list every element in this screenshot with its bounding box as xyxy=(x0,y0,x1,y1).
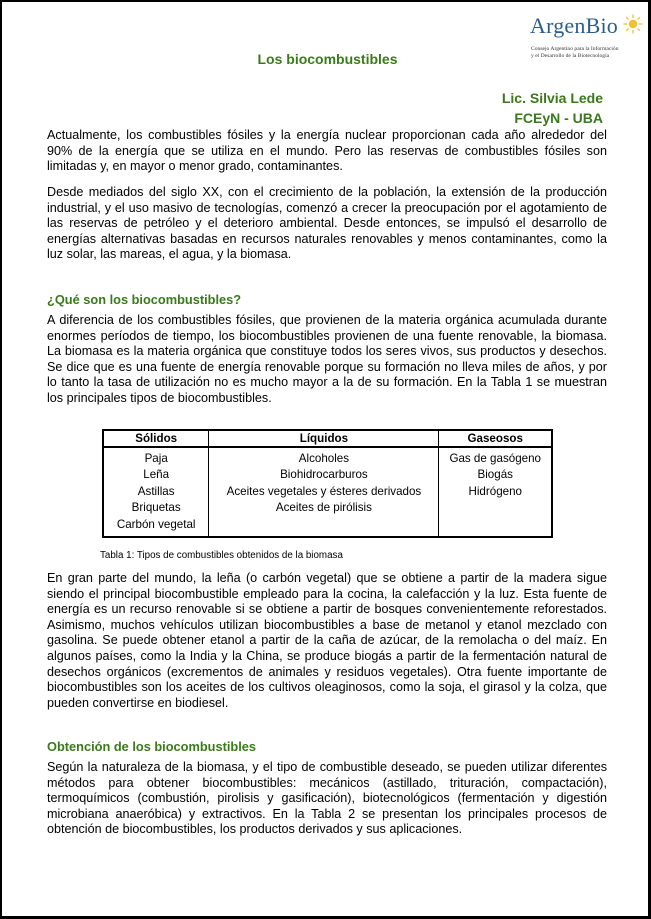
intro-paragraph-1: Actualmente, los combustibles fósiles y la energía nuclear proporcionan cada año alrededor del 90% de la energía que se utiliza en el mundo. Pero las reservas de combustibles fósiles son limitadas y, en mayor o menor grado, contaminantes. xyxy=(47,128,607,174)
table-item: Alcoholes xyxy=(298,452,350,465)
table-item: Leña xyxy=(143,468,170,482)
table-header-row xyxy=(103,430,552,447)
table-item: Paja xyxy=(144,452,168,465)
table-cell-solidos xyxy=(103,447,209,537)
table-cell-liquidos xyxy=(209,447,439,537)
section1-paragraph: A diferencia de los combustibles fósiles, que provienen de la materia orgánica acumulada durante enormes períodos de tiempo, los biocombustibles provienen de una fuente renovable, la biomasa. La biomasa es la materia orgánica que constituye todos los seres vivos, sus productos y desechos. Se dice que es una fuente de energía renovable porque su formación no lleva miles de años, y por lo tanto la tasa de utilización no es mucho mayor a la de su formación. En la Tabla 1 se muestran los principales tipos de biocombustibles. xyxy=(47,313,607,405)
section1-continuation-paragraph: En gran parte del mundo, la leña (o carbón vegetal) que se obtiene a partir de la madera sigue siendo el principal biocombustible empleado para la cocina, la calefacción y la luz. Esta fuente de energía es un recurso renovable si se obtiene a partir de bosques convenientemente reforestados. Asimismo, muchos vehículos utilizan biocombustibles a base de metanol y etanol mezclado con gasolina. Se puede obtener etanol a partir de la caña de azúcar, de la remolacha o del maíz. En algunos países, como la India y la China, se produce biogás a partir de la fermentación natural de desechos orgánicos (excrementos de animales y residuos vegetales). Otra fuente importante de biocombustibles son los aceites de los cultivos oleaginosos, como la soja, el girasol y la colza, que pueden convertirse en biodiesel. xyxy=(47,571,607,710)
section2-paragraph: Según la naturaleza de la biomasa, y el tipo de combustible deseado, se pueden utilizar diferentes métodos para obtener biocombustibles: mecánicos (astillado, trituración, compactación), termoquímicos (combustión, pirolisis y gasificación), biotecnológicos (fermentación y digestión microbiana anaeróbica) y extractivos. En la Tabla 2 se presentan los principales procesos de obtención de biocombustibles, los productos derivados y sus aplicaciones. xyxy=(47,760,607,837)
document-title: Los biocombustibles xyxy=(257,51,398,67)
biofuel-types-table xyxy=(102,429,553,538)
table-header-gaseosos: Gaseosos xyxy=(439,430,552,447)
table-caption: Tabla 1: Tipos de combustibles obtenidos de la biomasa xyxy=(100,550,343,561)
sun-icon xyxy=(623,14,643,34)
table-item: Aceites vegetales y ésteres derivados xyxy=(226,484,422,498)
table-item: Briquetas xyxy=(131,501,181,515)
table-item: Gas de gasógeno xyxy=(449,452,541,465)
table-item: Astillas xyxy=(137,484,175,498)
author-name: Lic. Silvia Lede xyxy=(501,90,603,106)
table-cell-gaseosos xyxy=(439,447,552,537)
table-item: Carbón vegetal xyxy=(116,517,196,531)
author-block xyxy=(502,88,603,128)
author-affiliation: FCEyN - UBA xyxy=(514,110,603,126)
table-item: Biogás xyxy=(477,468,513,482)
logo-tagline: Consejo Argentino para la Información y el Desarrollo de la Biotecnología xyxy=(531,46,619,59)
table-item: Hidrógeno xyxy=(468,484,522,498)
table-row xyxy=(103,447,552,537)
section-heading-que-son: ¿Qué son los biocombustibles? xyxy=(47,292,242,307)
table-header-liquidos: Líquidos xyxy=(209,430,439,447)
table-item: Biohidrocarburos xyxy=(280,468,368,482)
intro-paragraph-2: Desde mediados del siglo XX, con el crecimiento de la población, la extensión de la producción industrial, y el uso masivo de tecnologías, comenzó a crecer la preocupación por el agotamiento de las reservas de petróleo y el deterioro ambiental. Desde entonces, se impulsó el desarrollo de energías alternativas basadas en recursos naturales renovables y menos contaminantes, como la luz solar, las mareas, el agua, y la biomasa. xyxy=(47,185,607,262)
table-item: Aceites de pirólisis xyxy=(275,501,372,515)
section-heading-obtencion: Obtención de los biocombustibles xyxy=(47,739,257,754)
logo-wordmark: ArgenBio xyxy=(530,13,618,38)
table-header-solidos: Sólidos xyxy=(103,430,209,447)
